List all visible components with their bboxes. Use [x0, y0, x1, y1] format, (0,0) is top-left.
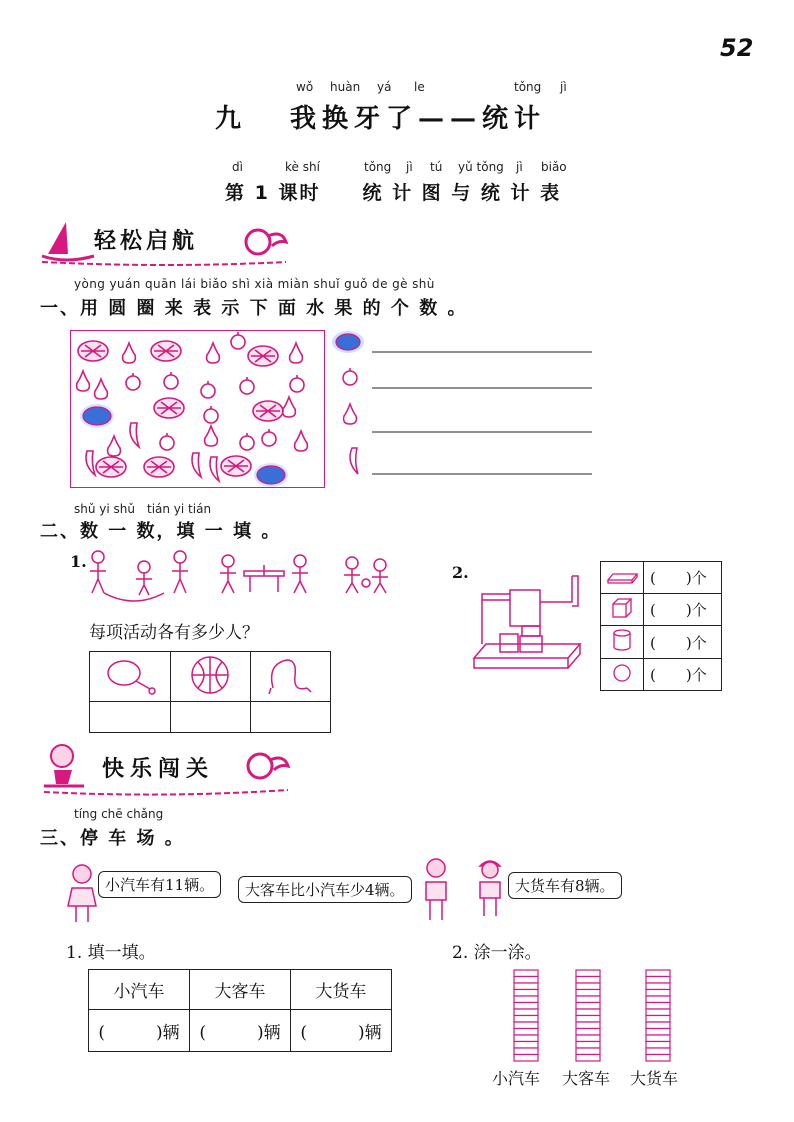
bar-cell[interactable]	[646, 1042, 670, 1049]
watermelon-icon	[78, 341, 108, 361]
chapter-number: 九	[215, 104, 256, 134]
highlighted-watermelon-icon	[80, 404, 114, 428]
bar-cell[interactable]	[576, 983, 600, 990]
bar-cell[interactable]	[514, 996, 538, 1003]
banana-icon	[350, 448, 358, 474]
q2-part2-number: 2.	[452, 563, 469, 582]
apple-icon	[240, 433, 254, 450]
table-tennis-icon	[220, 555, 308, 593]
pear-icon	[123, 343, 136, 363]
activity-jump-rope-cell	[250, 652, 330, 702]
bar-cell[interactable]	[646, 1029, 670, 1036]
bar-cell[interactable]	[646, 970, 670, 977]
chapter-pinyin-2: huàn	[330, 80, 361, 94]
apple-icon	[262, 429, 276, 446]
banana-icon	[130, 423, 139, 447]
cell-trucks[interactable]: ( )辆	[291, 1010, 392, 1052]
boy-with-cap-icon	[470, 856, 510, 920]
banana-icon	[192, 453, 201, 477]
bar-cell[interactable]	[514, 970, 538, 977]
pear-icon	[207, 343, 220, 363]
bar-cell[interactable]	[514, 1055, 538, 1062]
pear-icon	[290, 343, 303, 363]
bar-cell[interactable]	[646, 990, 670, 997]
q2-part1-question: 每项活动各有多少人？	[89, 623, 259, 643]
lesson-pinyin-6: yǔ tǒng	[458, 160, 504, 174]
bar-cell[interactable]	[514, 1003, 538, 1010]
vehicle-count-table	[88, 969, 392, 1052]
apple-icon	[240, 377, 254, 394]
lesson-pinyin-4: jì	[406, 160, 413, 174]
bar-cell[interactable]	[514, 1022, 538, 1029]
activity-basketball-cell	[171, 652, 251, 702]
apple-icon	[290, 375, 304, 392]
fruit-illustration	[71, 331, 324, 487]
watermelon-icon	[151, 341, 181, 361]
apple-icon	[160, 433, 174, 450]
banana-icon	[86, 451, 95, 475]
bar-cell[interactable]	[646, 996, 670, 1003]
bar-cell[interactable]	[576, 990, 600, 997]
answer-line-banana[interactable]	[372, 458, 592, 476]
highlighted-watermelon-icon	[254, 463, 288, 487]
girl-icon	[64, 862, 102, 926]
answer-line-apple[interactable]	[372, 372, 592, 390]
cylinder-count[interactable]: ( )个	[644, 626, 722, 659]
chapter-pinyin-6: jì	[560, 80, 567, 94]
chapter-pinyin-3: yá	[377, 80, 392, 94]
bar-label-trucks: 大货车	[630, 1069, 679, 1088]
bar-cell[interactable]	[646, 1016, 670, 1023]
banner-challenge-text: 快乐闯关	[102, 757, 215, 782]
fruit-box	[70, 330, 325, 488]
chapter-title: 我换牙了——统计	[290, 104, 547, 134]
q2-pinyin: shǔ yi shǔ tián yi tián	[74, 502, 212, 516]
shape-count-table	[600, 561, 722, 691]
pear-icon	[344, 404, 357, 424]
bar-cell[interactable]	[646, 1009, 670, 1016]
apple-icon	[201, 381, 215, 398]
color-in-bars	[496, 966, 696, 1062]
pear-icon	[283, 397, 296, 417]
cell-small-cars[interactable]: ( )辆	[89, 1010, 190, 1052]
cuboid-icon	[605, 568, 639, 584]
jump-rope-kids-icon	[90, 551, 188, 601]
cube-count[interactable]: ( )个	[644, 594, 722, 626]
banana-icon	[210, 457, 219, 481]
bar-cell[interactable]	[576, 1022, 600, 1029]
sphere-icon	[611, 662, 633, 684]
cuboid-count[interactable]: ( )个	[644, 562, 722, 594]
bar-cell[interactable]	[576, 1003, 600, 1010]
bar-cell[interactable]	[646, 983, 670, 990]
watermelon-icon	[96, 457, 126, 477]
activity-answer-cell[interactable]	[250, 702, 330, 733]
bubble-buses: 大客车比小汽车少4辆。	[238, 876, 412, 903]
bar-cell[interactable]	[646, 1055, 670, 1062]
q3-pinyin: tíng chē chǎng	[74, 807, 164, 821]
cylinder-icon	[611, 627, 633, 653]
lesson-pinyin-3: tǒng	[364, 160, 392, 174]
bar-cell[interactable]	[514, 1042, 538, 1049]
answer-line-watermelon[interactable]	[372, 336, 592, 354]
header-buses: 大客车	[190, 970, 291, 1010]
bar-cell[interactable]	[576, 1035, 600, 1042]
bar-cell[interactable]	[514, 977, 538, 984]
activity-answer-cell[interactable]	[90, 702, 171, 733]
cube-icon	[610, 596, 634, 620]
watermelon-icon	[221, 456, 251, 476]
activity-answer-cell[interactable]	[171, 702, 251, 733]
answer-line-pear[interactable]	[372, 416, 592, 434]
pear-icon	[95, 379, 108, 399]
bar-cell[interactable]	[646, 1003, 670, 1010]
apple-icon	[204, 406, 218, 423]
bar-cell[interactable]	[576, 1048, 600, 1055]
bar-cell[interactable]	[514, 983, 538, 990]
bar-label-small-cars: 小汽车	[492, 1069, 541, 1088]
bar-cell[interactable]	[576, 1016, 600, 1023]
bar-cell[interactable]	[646, 1022, 670, 1029]
bar-cell[interactable]	[576, 996, 600, 1003]
bar-cell[interactable]	[514, 1029, 538, 1036]
bar-cell[interactable]	[576, 1042, 600, 1049]
bar-cell[interactable]	[646, 1035, 670, 1042]
chapter-pinyin-5: tǒng	[514, 80, 542, 94]
header-trucks: 大货车	[291, 970, 392, 1010]
chapter-pinyin-1: wǒ	[296, 80, 314, 94]
bar-cell[interactable]	[514, 1009, 538, 1016]
lesson-pinyin-2: kè shí	[285, 160, 320, 174]
bar-cell[interactable]	[576, 970, 600, 977]
lesson-pinyin-1: dì	[232, 160, 243, 174]
pear-icon	[295, 431, 308, 451]
bar-cell[interactable]	[576, 977, 600, 984]
watermelon-icon	[332, 331, 364, 353]
pear-icon	[108, 436, 121, 456]
activities-illustration	[84, 545, 404, 605]
pear-icon	[205, 426, 218, 446]
lesson-pinyin-7: jì	[516, 160, 523, 174]
q2-part1-number: 1.	[70, 552, 87, 571]
bar-label-buses: 大客车	[562, 1069, 611, 1088]
cell-buses[interactable]: ( )辆	[190, 1010, 291, 1052]
bar-cell[interactable]	[514, 1016, 538, 1023]
lesson-title: 第 1 课时 统 计 图 与 统 计 表	[225, 182, 562, 204]
activity-table-tennis-cell	[90, 652, 171, 702]
q2-label: 二、数 一 数，填 一 填 。	[40, 521, 282, 542]
apple-icon	[343, 368, 357, 385]
q3-part2-label: 2. 涂一涂。	[452, 943, 542, 963]
chapter-pinyin-4: le	[414, 80, 425, 94]
bar-cell[interactable]	[576, 1055, 600, 1062]
pear-icon	[77, 371, 90, 391]
apple-icon	[231, 332, 245, 349]
jump-rope-icon	[265, 654, 315, 696]
boy-icon	[418, 856, 456, 924]
bar-cell[interactable]	[514, 990, 538, 997]
q3-part1-label: 1. 填一填。	[66, 943, 156, 963]
apple-icon	[126, 373, 140, 390]
lesson-pinyin-8: biǎo	[541, 160, 567, 174]
basketball-icon	[188, 654, 232, 696]
bar-cell[interactable]	[576, 1009, 600, 1016]
apple-icon	[164, 372, 178, 389]
q3-label: 三、停 车 场 。	[40, 828, 185, 849]
watermelon-icon	[154, 398, 184, 418]
bar-cell[interactable]	[646, 977, 670, 984]
banner-start	[36, 218, 296, 268]
activities-table	[89, 651, 331, 733]
bubble-small-cars: 小汽车有11辆。	[98, 871, 221, 898]
page-number: 52	[720, 34, 754, 62]
q1-label: 一、用 圆 圈 来 表 示 下 面 水 果 的 个 数 。	[40, 298, 468, 319]
bar-cell[interactable]	[576, 1029, 600, 1036]
basketball-kids-icon	[344, 557, 388, 593]
lesson-pinyin-5: tú	[430, 160, 443, 174]
bar-cell[interactable]	[514, 1048, 538, 1055]
sphere-count[interactable]: ( )个	[644, 659, 722, 691]
block-robot-illustration	[470, 570, 590, 674]
bar-cell[interactable]	[514, 1035, 538, 1042]
bubble-trucks: 大货车有8辆。	[508, 872, 622, 899]
banner-challenge	[38, 740, 298, 796]
ping-pong-paddle-icon	[100, 655, 160, 695]
watermelon-icon	[253, 401, 283, 421]
bar-cell[interactable]	[646, 1048, 670, 1055]
watermelon-icon	[144, 457, 174, 477]
q1-pinyin: yòng yuán quān lái biǎo shì xià miàn shuǐ guǒ de gè shù	[74, 277, 435, 291]
watermelon-icon	[248, 346, 278, 366]
banner-start-text: 轻松启航	[94, 229, 199, 254]
header-small-cars: 小汽车	[89, 970, 190, 1010]
